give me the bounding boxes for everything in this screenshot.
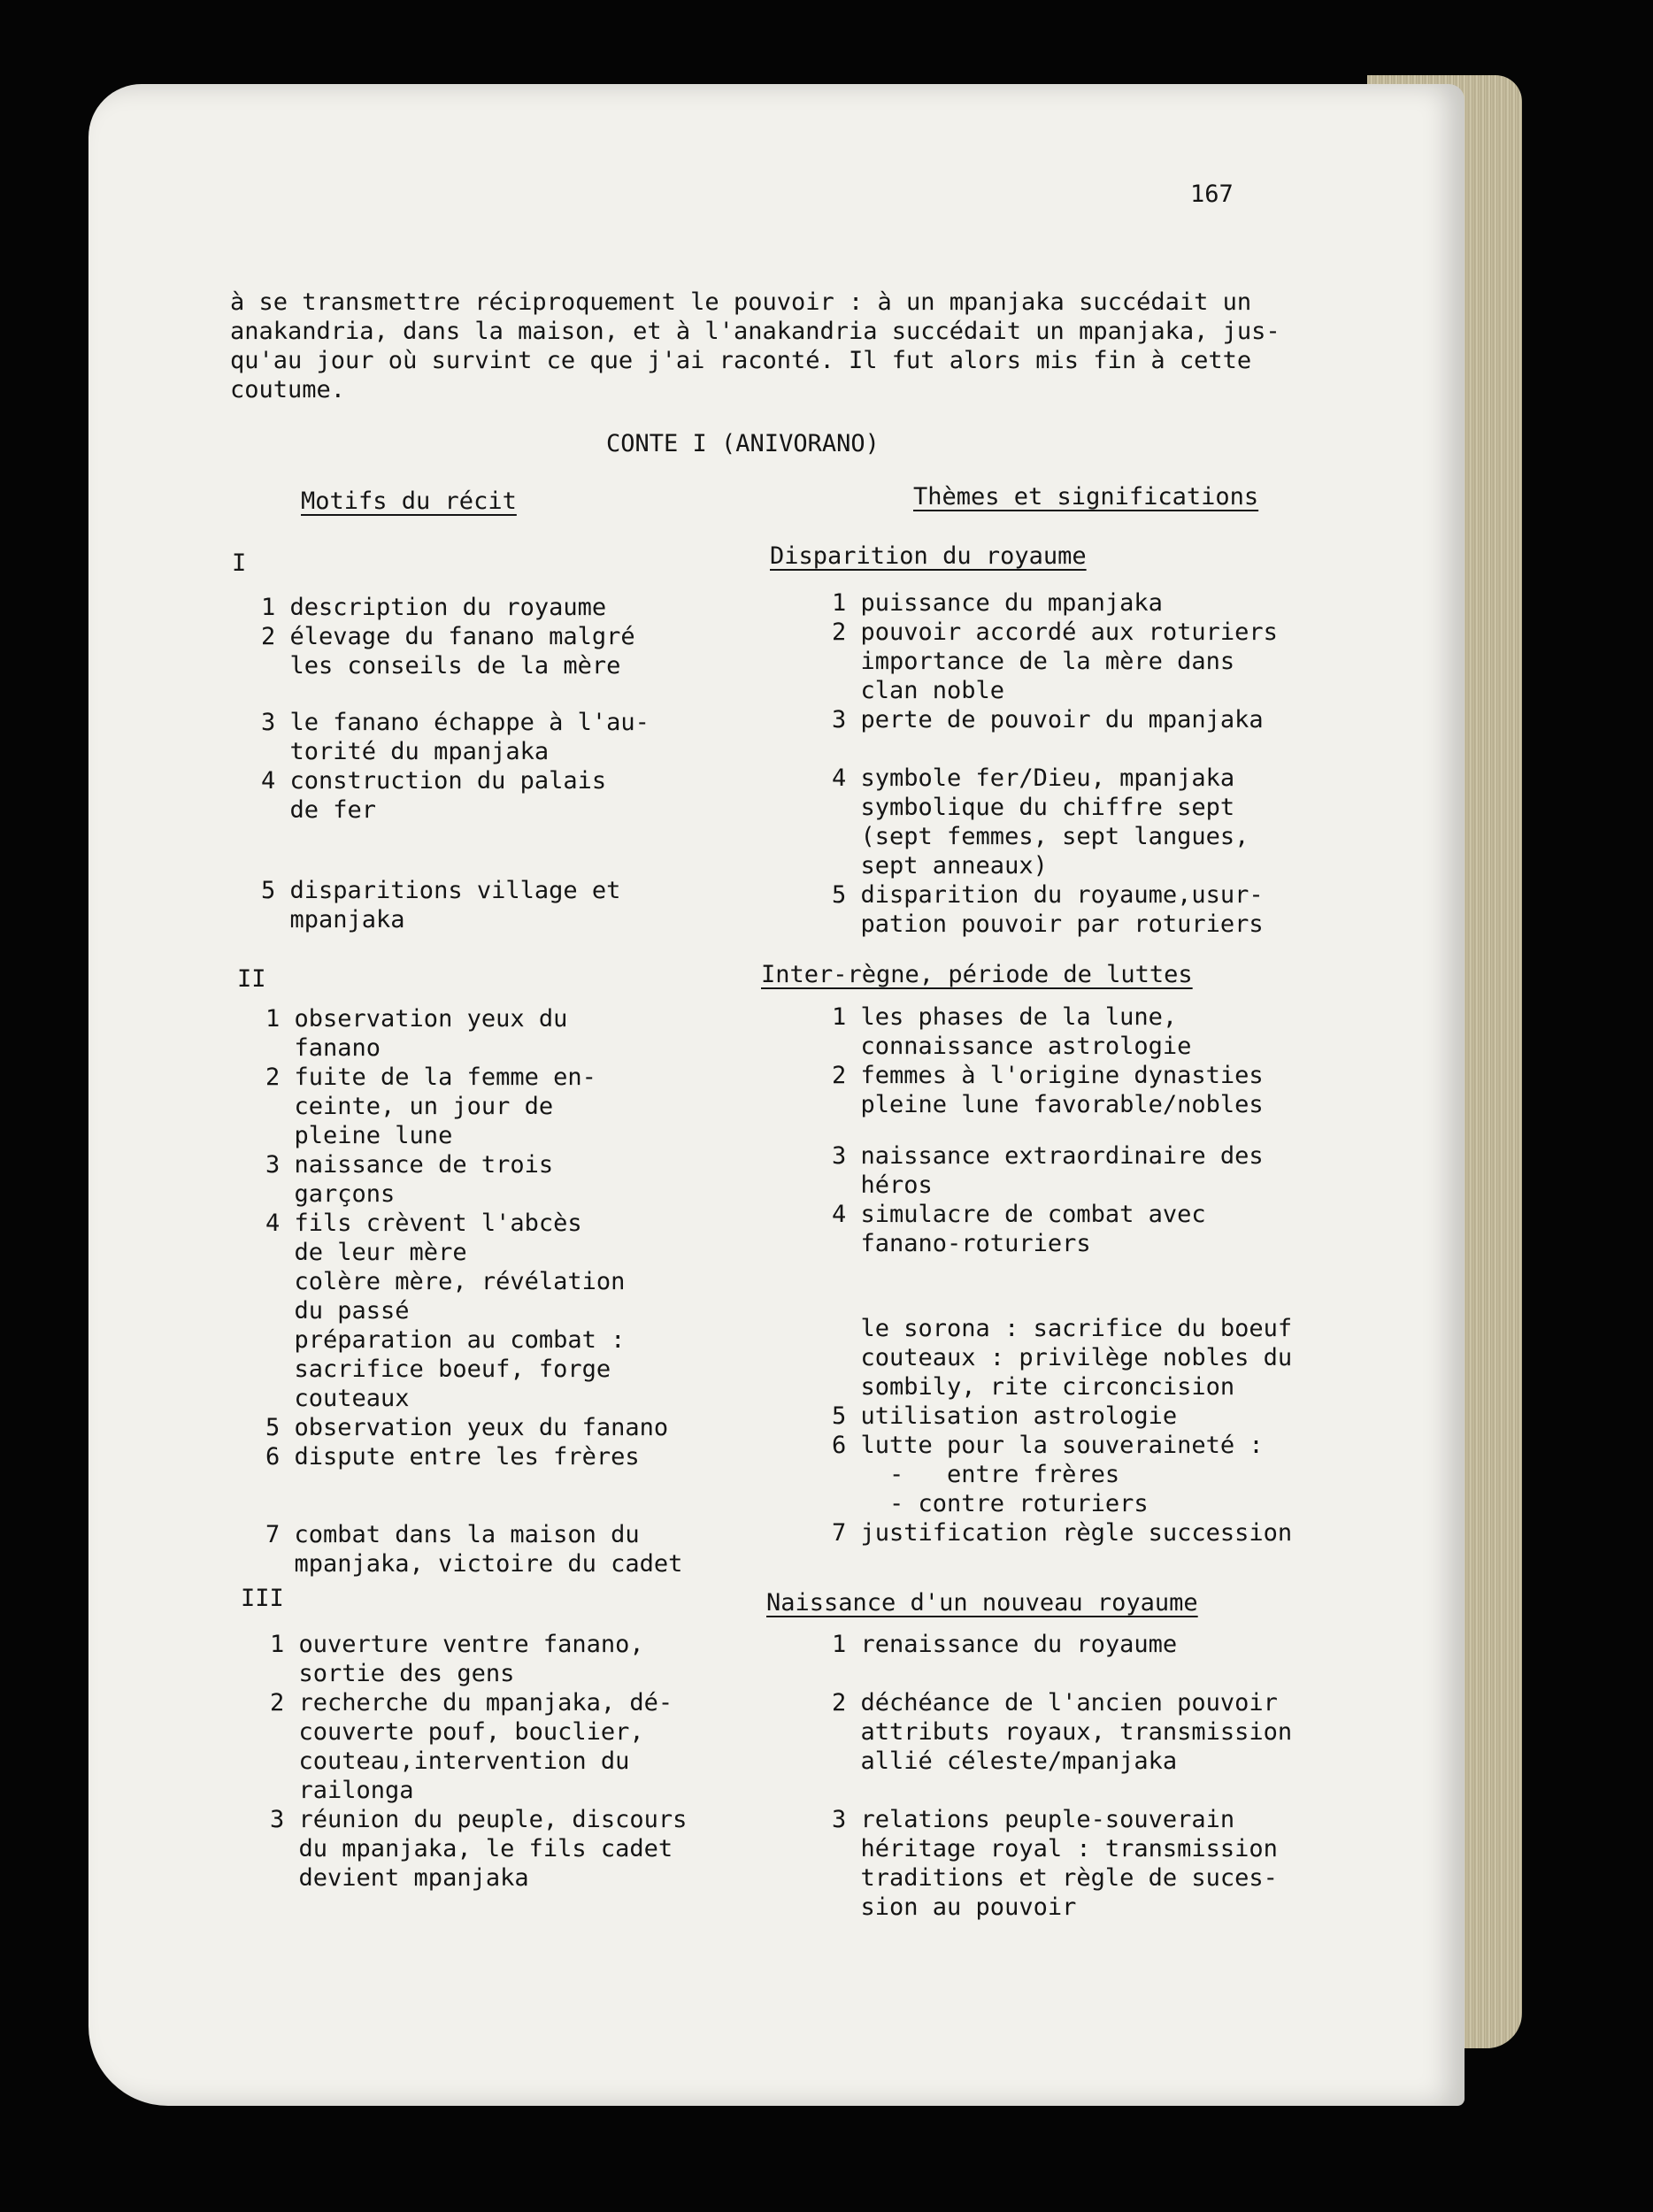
right-line: symbolique du chiffre sept [832, 794, 1235, 821]
left-line: couverte pouf, bouclier, [270, 1718, 644, 1746]
right-line: sion au pouvoir [832, 1893, 1077, 1921]
left-column-heading: Motifs du récit [301, 488, 517, 515]
left-line: garçons [265, 1180, 396, 1208]
left-line: 3 le fanano échappe à l'au- [261, 709, 650, 736]
left-line: 2 fuite de la femme en- [265, 1064, 596, 1091]
right-line: le sorona : sacrifice du boeuf [832, 1315, 1293, 1342]
left-line: colère mère, révélation [265, 1268, 626, 1295]
left-line: 7 combat dans la maison du [265, 1521, 640, 1548]
section-3-roman: III [241, 1585, 284, 1612]
right-line: 4 simulacre de combat avec [832, 1201, 1206, 1228]
left-line: mpanjaka [261, 906, 405, 933]
left-line: sortie des gens [270, 1660, 515, 1687]
right-line: 2 femmes à l'origine dynasties [832, 1062, 1264, 1089]
intro-line-3: qu'au jour où survint ce que j'ai raconté. Il fut alors mis fin à cette [230, 347, 1252, 374]
right-line: 7 justification règle succession [832, 1519, 1293, 1547]
left-line: devient mpanjaka [270, 1864, 529, 1892]
right-line: 2 déchéance de l'ancien pouvoir [832, 1689, 1278, 1717]
right-line: héritage royal : transmission [832, 1835, 1278, 1863]
right-line: 1 puissance du mpanjaka [832, 589, 1163, 617]
section-3-theme: Naissance d'un nouveau royaume [766, 1589, 1198, 1617]
right-line: sept anneaux) [832, 852, 1048, 879]
right-line: 2 pouvoir accordé aux roturiers [832, 618, 1278, 646]
right-line: 4 symbole fer/Dieu, mpanjaka [832, 764, 1235, 792]
right-line: pleine lune favorable/nobles [832, 1091, 1264, 1118]
page-number: 167 [1190, 180, 1234, 208]
left-line: 5 observation yeux du fanano [265, 1414, 669, 1441]
section-1-theme: Disparition du royaume [770, 542, 1087, 570]
left-line: 1 description du royaume [261, 594, 607, 621]
right-line: (sept femmes, sept langues, [832, 823, 1249, 850]
right-line: 3 relations peuple-souverain [832, 1806, 1235, 1833]
left-line: railonga [270, 1777, 414, 1804]
right-line: 5 utilisation astrologie [832, 1402, 1178, 1430]
left-line: 3 réunion du peuple, discours [270, 1806, 688, 1833]
right-line: clan noble [832, 677, 1005, 704]
right-line: allié céleste/mpanjaka [832, 1747, 1178, 1775]
section-2-roman: II [237, 965, 266, 993]
right-line: 1 renaissance du royaume [832, 1631, 1178, 1658]
left-line: préparation au combat : [265, 1326, 626, 1354]
right-line: 3 perte de pouvoir du mpanjaka [832, 706, 1264, 733]
right-line: 1 les phases de la lune, [832, 1003, 1178, 1031]
left-line: couteaux [265, 1385, 410, 1412]
section-2-theme: Inter-règne, période de luttes [761, 961, 1193, 988]
section-1-roman: I [232, 549, 247, 577]
left-line: les conseils de la mère [261, 652, 621, 680]
left-line: 1 ouverture ventre fanano, [270, 1631, 644, 1658]
left-line: 4 fils crèvent l'abcès [265, 1210, 582, 1237]
left-line: 2 recherche du mpanjaka, dé- [270, 1689, 673, 1717]
left-line: 3 naissance de trois [265, 1151, 554, 1179]
left-line: sacrifice boeuf, forge [265, 1356, 611, 1383]
right-line: sombily, rite circoncision [832, 1373, 1235, 1401]
left-line: pleine lune [265, 1122, 453, 1149]
left-line: 2 élevage du fanano malgré [261, 623, 635, 650]
left-line: de fer [261, 796, 377, 824]
left-line: torité du mpanjaka [261, 738, 550, 765]
right-line: 6 lutte pour la souveraineté : [832, 1432, 1264, 1459]
right-line: traditions et règle de suces- [832, 1864, 1278, 1892]
right-line: attributs royaux, transmission [832, 1718, 1293, 1746]
left-line: du mpanjaka, le fils cadet [270, 1835, 673, 1863]
left-line: 4 construction du palais [261, 767, 607, 795]
right-line: héros [832, 1171, 933, 1199]
right-line: - contre roturiers [832, 1490, 1149, 1517]
right-line: - entre frères [832, 1461, 1120, 1488]
right-line: 5 disparition du royaume,usur- [832, 881, 1264, 909]
left-line: 1 observation yeux du [265, 1005, 568, 1033]
left-line: 6 dispute entre les frères [265, 1443, 640, 1471]
intro-line-2: anakandria, dans la maison, et à l'anakandria succédait un mpanjaka, jus- [230, 318, 1280, 345]
right-line: fanano-roturiers [832, 1230, 1091, 1257]
intro-line-1: à se transmettre réciproquement le pouvoir : à un mpanjaka succédait un [230, 288, 1252, 316]
story-title: CONTE I (ANIVORANO) [606, 430, 880, 457]
right-line: couteaux : privilège nobles du [832, 1344, 1293, 1371]
intro-line-4: coutume. [230, 376, 346, 403]
left-line: mpanjaka, victoire du cadet [265, 1550, 683, 1578]
left-line: du passé [265, 1297, 410, 1325]
right-line: pation pouvoir par roturiers [832, 910, 1264, 938]
left-line: couteau,intervention du [270, 1747, 630, 1775]
right-line: connaissance astrologie [832, 1033, 1192, 1060]
left-line: de leur mère [265, 1239, 467, 1266]
left-line: fanano [265, 1034, 381, 1062]
right-line: 3 naissance extraordinaire des [832, 1142, 1264, 1170]
right-column-heading: Thèmes et significations [913, 483, 1259, 511]
left-line: 5 disparitions village et [261, 877, 621, 904]
right-line: importance de la mère dans [832, 648, 1235, 675]
left-line: ceinte, un jour de [265, 1093, 554, 1120]
